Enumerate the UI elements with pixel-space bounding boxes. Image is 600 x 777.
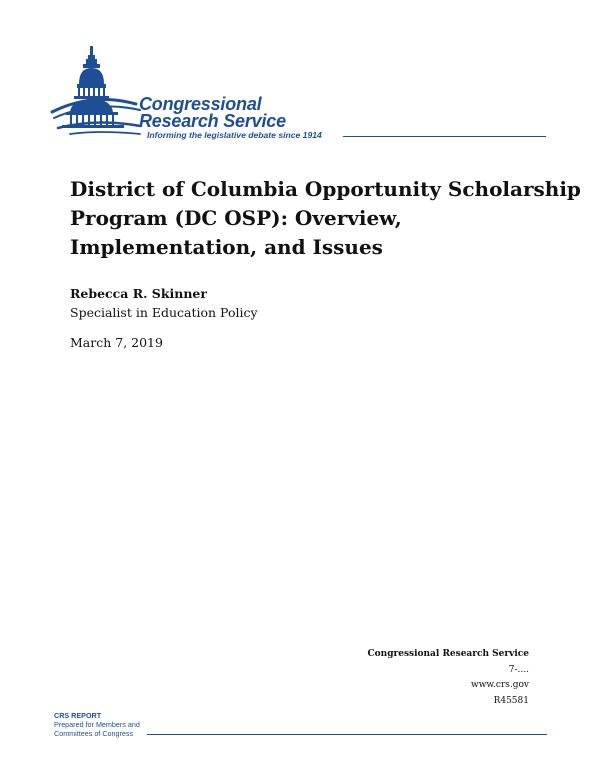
crs-website: www.crs.gov <box>471 680 529 690</box>
logo-title-line1: Congressional <box>139 94 262 114</box>
report-title-line: Program (DC OSP): Overview, <box>70 206 402 230</box>
crs-phone: 7-.... <box>508 664 529 675</box>
crs-contact-block <box>367 647 529 709</box>
report-number: R45581 <box>493 695 529 706</box>
crs-org-name: Congressional Research Service <box>367 649 529 659</box>
report-title <box>70 175 581 262</box>
footer-crs-report: CRS REPORT <box>54 711 102 720</box>
footer-prepared-for: Prepared for Members and <box>54 720 140 729</box>
report-title-line: Implementation, and Issues <box>70 235 383 259</box>
footer-committees: Committees of Congress <box>54 729 134 738</box>
footer-rule <box>147 734 547 735</box>
report-date: March 7, 2019 <box>70 335 163 350</box>
capitol-dome-icon <box>0 0 150 145</box>
logo-tagline: Informing the legislative debate since 1914 <box>147 130 322 140</box>
crs-logo <box>0 0 600 150</box>
logo-rule <box>343 136 546 137</box>
author-role: Specialist in Education Policy <box>70 305 258 320</box>
crs-report-footer <box>54 711 549 738</box>
report-title-line: District of Columbia Opportunity Scholarship <box>70 177 581 201</box>
author-name: Rebecca R. Skinner <box>70 286 207 301</box>
logo-title-line2: Research Service <box>139 111 286 131</box>
